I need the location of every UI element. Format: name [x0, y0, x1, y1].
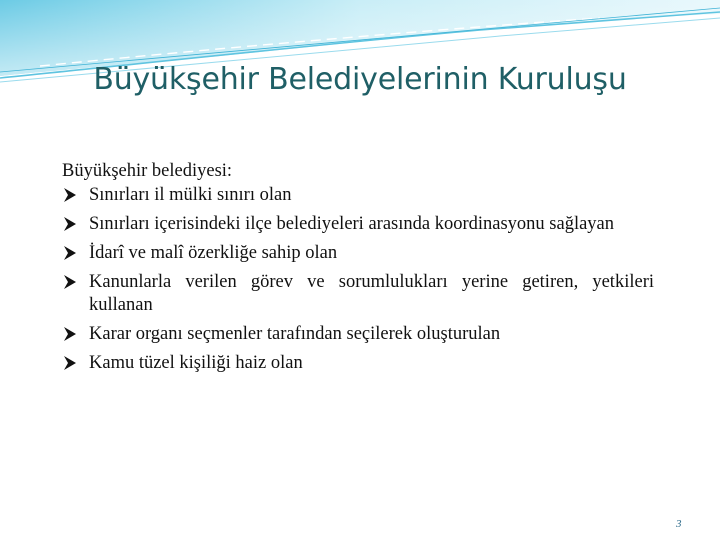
arrowhead-bullet-icon — [62, 274, 78, 290]
bullet-list — [62, 184, 654, 375]
arrowhead-bullet-icon — [62, 187, 78, 203]
bullet-text: Kamu tüzel kişiliği haiz olan — [89, 353, 303, 373]
page-number: 3 — [676, 518, 682, 530]
list-item — [62, 271, 654, 317]
list-item — [62, 213, 654, 236]
arrowhead-bullet-icon — [62, 245, 78, 261]
arrowhead-bullet-icon — [62, 326, 78, 342]
list-item — [62, 352, 654, 375]
bullet-text: Sınırları içerisindeki ilçe belediyeleri arasında koordinasyonu sağlayan — [89, 214, 615, 234]
bullet-text: İdarî ve malî özerkliğe sahip olan — [89, 243, 338, 263]
list-item — [62, 184, 654, 207]
list-item — [62, 323, 654, 346]
slide-title: Büyükşehir Belediyelerinin Kuruluşu — [93, 62, 627, 97]
intro-text: Büyükşehir belediyesi: — [62, 161, 233, 181]
list-item — [62, 242, 654, 265]
bullet-text: Kanunlarla verilen görev ve sorumlulukları yerine getiren, yetkileri kullanan — [89, 272, 654, 315]
bullet-text: Karar organı seçmenler tarafından seçilerek oluşturulan — [89, 324, 501, 344]
arrowhead-bullet-icon — [62, 216, 78, 232]
arrowhead-bullet-icon — [62, 355, 78, 371]
bullet-text: Sınırları il mülki sınırı olan — [89, 185, 292, 205]
slide-content — [62, 160, 654, 381]
